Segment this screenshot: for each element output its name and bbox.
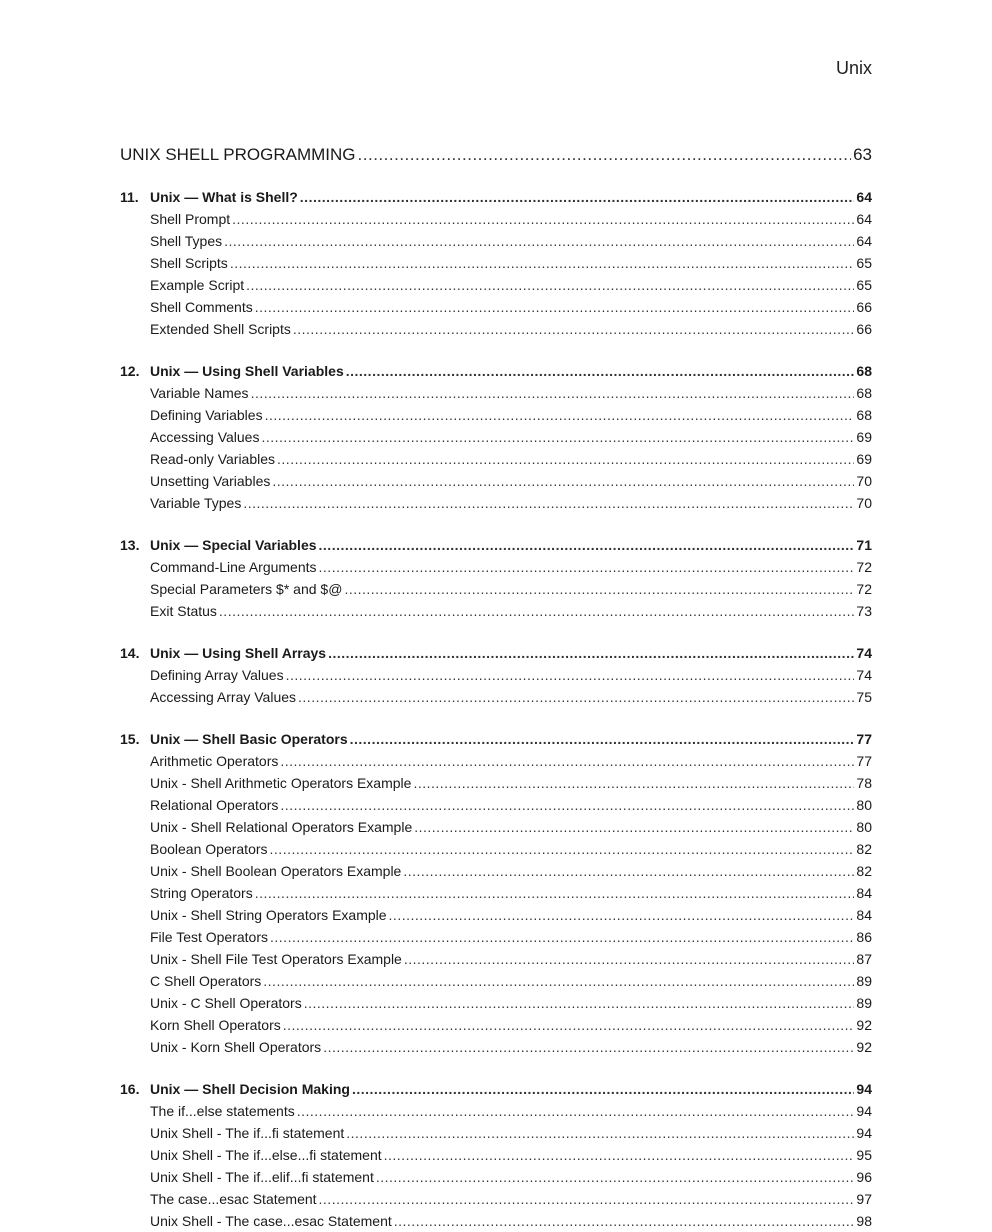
section-page-number: 64	[856, 233, 872, 249]
dot-leader	[323, 1036, 854, 1058]
dot-leader	[328, 642, 854, 664]
dot-leader	[243, 492, 854, 514]
section-page-number: 89	[856, 995, 872, 1011]
toc-section-entry[interactable]	[120, 1210, 872, 1232]
section-title: The if...else statements	[150, 1103, 295, 1119]
table-of-contents	[120, 142, 872, 1232]
toc-section-entry[interactable]	[120, 1122, 872, 1144]
dot-leader	[219, 600, 855, 622]
chapter-number: 13.	[120, 537, 140, 553]
toc-section-entry[interactable]	[120, 578, 872, 600]
toc-part-entry[interactable]	[120, 142, 872, 168]
dot-leader	[404, 948, 855, 970]
dot-leader	[352, 1078, 854, 1100]
dot-leader	[298, 686, 854, 708]
section-title: Example Script	[150, 277, 245, 293]
section-page-number: 82	[856, 841, 872, 857]
chapter-list	[120, 186, 872, 1232]
toc-chapter-entry[interactable]	[120, 360, 872, 382]
section-title: Korn Shell Operators	[150, 1017, 281, 1033]
section-title: Shell Prompt	[150, 211, 231, 227]
section-title: Unix Shell - The if...elif...fi statement	[150, 1169, 374, 1185]
dot-leader	[389, 904, 855, 926]
toc-section-entry[interactable]	[120, 208, 872, 230]
dot-leader	[319, 556, 855, 578]
section-page-number: 70	[856, 495, 872, 511]
section-title: Defining Variables	[150, 407, 263, 423]
section-page-number: 87	[856, 951, 872, 967]
toc-section-entry[interactable]	[120, 838, 872, 860]
dot-leader	[297, 1100, 855, 1122]
dot-leader	[280, 794, 854, 816]
toc-section-entry[interactable]	[120, 230, 872, 252]
dot-leader	[283, 1014, 855, 1036]
chapter-title: Unix — Shell Basic Operators	[150, 731, 348, 747]
section-page-number: 94	[856, 1125, 872, 1141]
chapter-spacer	[120, 622, 872, 642]
chapter-heading	[120, 360, 344, 382]
section-title: Accessing Values	[150, 429, 260, 445]
toc-section-entry[interactable]	[120, 664, 872, 686]
dot-leader	[277, 448, 854, 470]
chapter-page-number: 68	[856, 363, 872, 379]
section-title: Command-Line Arguments	[150, 559, 317, 575]
toc-section-entry[interactable]	[120, 274, 872, 296]
dot-leader	[251, 382, 855, 404]
toc-section-entry[interactable]	[120, 948, 872, 970]
chapter-spacer	[120, 514, 872, 534]
toc-section-entry[interactable]	[120, 1036, 872, 1058]
section-page-number: 94	[856, 1103, 872, 1119]
toc-chapter-entry[interactable]	[120, 534, 872, 556]
dot-leader	[293, 318, 855, 340]
section-title: Relational Operators	[150, 797, 279, 813]
toc-section-entry[interactable]	[120, 382, 872, 404]
section-page-number: 68	[856, 385, 872, 401]
toc-section-entry[interactable]	[120, 426, 872, 448]
section-page-number: 66	[856, 299, 872, 315]
chapter-page-number: 77	[856, 731, 872, 747]
section-page-number: 70	[856, 473, 872, 489]
chapter-spacer	[120, 340, 872, 360]
section-title: Unsetting Variables	[150, 473, 271, 489]
chapter-page-number: 74	[856, 645, 872, 661]
toc-section-entry[interactable]	[120, 296, 872, 318]
dot-leader	[358, 142, 852, 168]
toc-section-entry[interactable]	[120, 252, 872, 274]
dot-leader	[376, 1166, 855, 1188]
toc-section-entry[interactable]	[120, 904, 872, 926]
dot-leader	[230, 252, 855, 274]
toc-section-entry[interactable]	[120, 926, 872, 948]
section-page-number: 92	[856, 1039, 872, 1055]
section-title: Unix Shell - The if...fi statement	[150, 1125, 345, 1141]
chapter-heading	[120, 728, 348, 750]
chapter-heading	[120, 186, 298, 208]
toc-section-entry[interactable]	[120, 600, 872, 622]
section-title: Extended Shell Scripts	[150, 321, 291, 337]
toc-section-entry[interactable]	[120, 816, 872, 838]
section-page-number: 80	[856, 819, 872, 835]
section-page-number: 86	[856, 929, 872, 945]
chapter-number: 15.	[120, 731, 140, 747]
section-page-number: 77	[856, 753, 872, 769]
section-title: String Operators	[150, 885, 253, 901]
part-title: UNIX SHELL PROGRAMMING	[120, 145, 356, 164]
section-page-number: 84	[856, 885, 872, 901]
toc-section-entry[interactable]	[120, 404, 872, 426]
section-page-number: 65	[856, 277, 872, 293]
chapter-title: Unix — Special Variables	[150, 537, 317, 553]
toc-section-entry[interactable]	[120, 1188, 872, 1210]
toc-section-entry[interactable]	[120, 492, 872, 514]
chapter-heading	[120, 642, 326, 664]
dot-leader	[403, 860, 854, 882]
section-page-number: 98	[856, 1213, 872, 1229]
dot-leader	[232, 208, 854, 230]
chapter-number: 16.	[120, 1081, 140, 1097]
section-title: Accessing Array Values	[150, 689, 297, 705]
section-title: Arithmetic Operators	[150, 753, 279, 769]
dot-leader	[350, 728, 855, 750]
chapter-spacer	[120, 1058, 872, 1078]
section-title: Defining Array Values	[150, 667, 284, 683]
toc-section-entry[interactable]	[120, 318, 872, 340]
dot-leader	[263, 970, 854, 992]
dot-leader	[286, 664, 855, 686]
dot-leader	[346, 1122, 854, 1144]
section-title: Read-only Variables	[150, 451, 276, 467]
section-title: Boolean Operators	[150, 841, 268, 857]
section-title: Variable Names	[150, 385, 249, 401]
section-title: Variable Types	[150, 495, 242, 511]
section-page-number: 72	[856, 559, 872, 575]
part-page-number: 63	[853, 145, 872, 164]
section-page-number: 89	[856, 973, 872, 989]
section-page-number: 95	[856, 1147, 872, 1163]
section-page-number: 65	[856, 255, 872, 271]
dot-leader	[246, 274, 854, 296]
dot-leader	[319, 1188, 855, 1210]
toc-chapter-entry[interactable]	[120, 728, 872, 750]
chapter-title: Unix — Using Shell Variables	[150, 363, 344, 379]
page-header-title: Unix	[835, 58, 872, 78]
toc-section-entry[interactable]	[120, 1014, 872, 1036]
dot-leader	[300, 186, 855, 208]
section-title: Unix Shell - The case...esac Statement	[150, 1213, 392, 1229]
toc-section-entry[interactable]	[120, 750, 872, 772]
section-title: Shell Scripts	[150, 255, 228, 271]
section-title: Unix - Shell File Test Operators Example	[150, 951, 402, 967]
chapter-number: 14.	[120, 645, 140, 661]
section-title: Exit Status	[150, 603, 217, 619]
section-page-number: 75	[856, 689, 872, 705]
section-title: Unix - Shell Arithmetic Operators Example	[150, 775, 412, 791]
dot-leader	[319, 534, 855, 556]
toc-section-entry[interactable]	[120, 556, 872, 578]
toc-chapter-entry[interactable]	[120, 642, 872, 664]
toc-section-entry[interactable]	[120, 970, 872, 992]
section-page-number: 69	[856, 451, 872, 467]
dot-leader	[265, 404, 855, 426]
dot-leader	[304, 992, 855, 1014]
section-page-number: 66	[856, 321, 872, 337]
dot-leader	[280, 750, 854, 772]
dot-leader	[270, 838, 855, 860]
chapter-number: 12.	[120, 363, 140, 379]
chapter-heading	[120, 534, 317, 556]
toc-section-entry[interactable]	[120, 794, 872, 816]
toc-section-entry[interactable]	[120, 1166, 872, 1188]
section-page-number: 97	[856, 1191, 872, 1207]
section-title: Unix - Korn Shell Operators	[150, 1039, 322, 1055]
chapter-heading	[120, 1078, 350, 1100]
section-title: Unix Shell - The if...else...fi statement	[150, 1147, 382, 1163]
section-page-number: 84	[856, 907, 872, 923]
chapter-spacer	[120, 708, 872, 728]
section-title: Unix - Shell Boolean Operators Example	[150, 863, 402, 879]
section-title: Unix - C Shell Operators	[150, 995, 302, 1011]
section-title: File Test Operators	[150, 929, 269, 945]
dot-leader	[261, 426, 854, 448]
dot-leader	[413, 772, 854, 794]
section-page-number: 69	[856, 429, 872, 445]
section-title: The case...esac Statement	[150, 1191, 317, 1207]
section-title: C Shell Operators	[150, 973, 262, 989]
chapter-number: 11.	[120, 189, 139, 205]
dot-leader	[255, 882, 855, 904]
section-title: Unix - Shell String Operators Example	[150, 907, 387, 923]
section-title: Special Parameters $* and $@	[150, 581, 343, 597]
section-page-number: 82	[856, 863, 872, 879]
section-page-number: 68	[856, 407, 872, 423]
dot-leader	[394, 1210, 855, 1232]
toc-chapter-entry[interactable]	[120, 186, 872, 208]
section-page-number: 92	[856, 1017, 872, 1033]
toc-section-entry[interactable]	[120, 1100, 872, 1122]
chapter-page-number: 64	[856, 189, 872, 205]
toc-chapter-entry[interactable]	[120, 1078, 872, 1100]
section-page-number: 64	[856, 211, 872, 227]
dot-leader	[344, 578, 854, 600]
dot-leader	[384, 1144, 855, 1166]
toc-section-entry[interactable]	[120, 772, 872, 794]
toc-section-entry[interactable]	[120, 448, 872, 470]
chapter-title: Unix — What is Shell?	[150, 189, 298, 205]
chapter-page-number: 71	[856, 537, 872, 553]
dot-leader	[255, 296, 855, 318]
section-page-number: 72	[856, 581, 872, 597]
section-page-number: 73	[856, 603, 872, 619]
section-page-number: 74	[856, 667, 872, 683]
section-title: Shell Comments	[150, 299, 253, 315]
section-page-number: 78	[856, 775, 872, 791]
dot-leader	[414, 816, 854, 838]
toc-section-entry[interactable]	[120, 1144, 872, 1166]
dot-leader	[224, 230, 854, 252]
section-title: Unix - Shell Relational Operators Example	[150, 819, 413, 835]
toc-section-entry[interactable]	[120, 860, 872, 882]
toc-section-entry[interactable]	[120, 686, 872, 708]
chapter-title: Unix — Using Shell Arrays	[150, 645, 327, 661]
toc-section-entry[interactable]	[120, 470, 872, 492]
section-page-number: 80	[856, 797, 872, 813]
chapter-page-number: 94	[856, 1081, 872, 1097]
section-page-number: 96	[856, 1169, 872, 1185]
toc-section-entry[interactable]	[120, 882, 872, 904]
dot-leader	[272, 470, 854, 492]
toc-section-entry[interactable]	[120, 992, 872, 1014]
section-title: Shell Types	[150, 233, 223, 249]
chapter-title: Unix — Shell Decision Making	[150, 1081, 350, 1097]
dot-leader	[346, 360, 855, 382]
dot-leader	[270, 926, 854, 948]
